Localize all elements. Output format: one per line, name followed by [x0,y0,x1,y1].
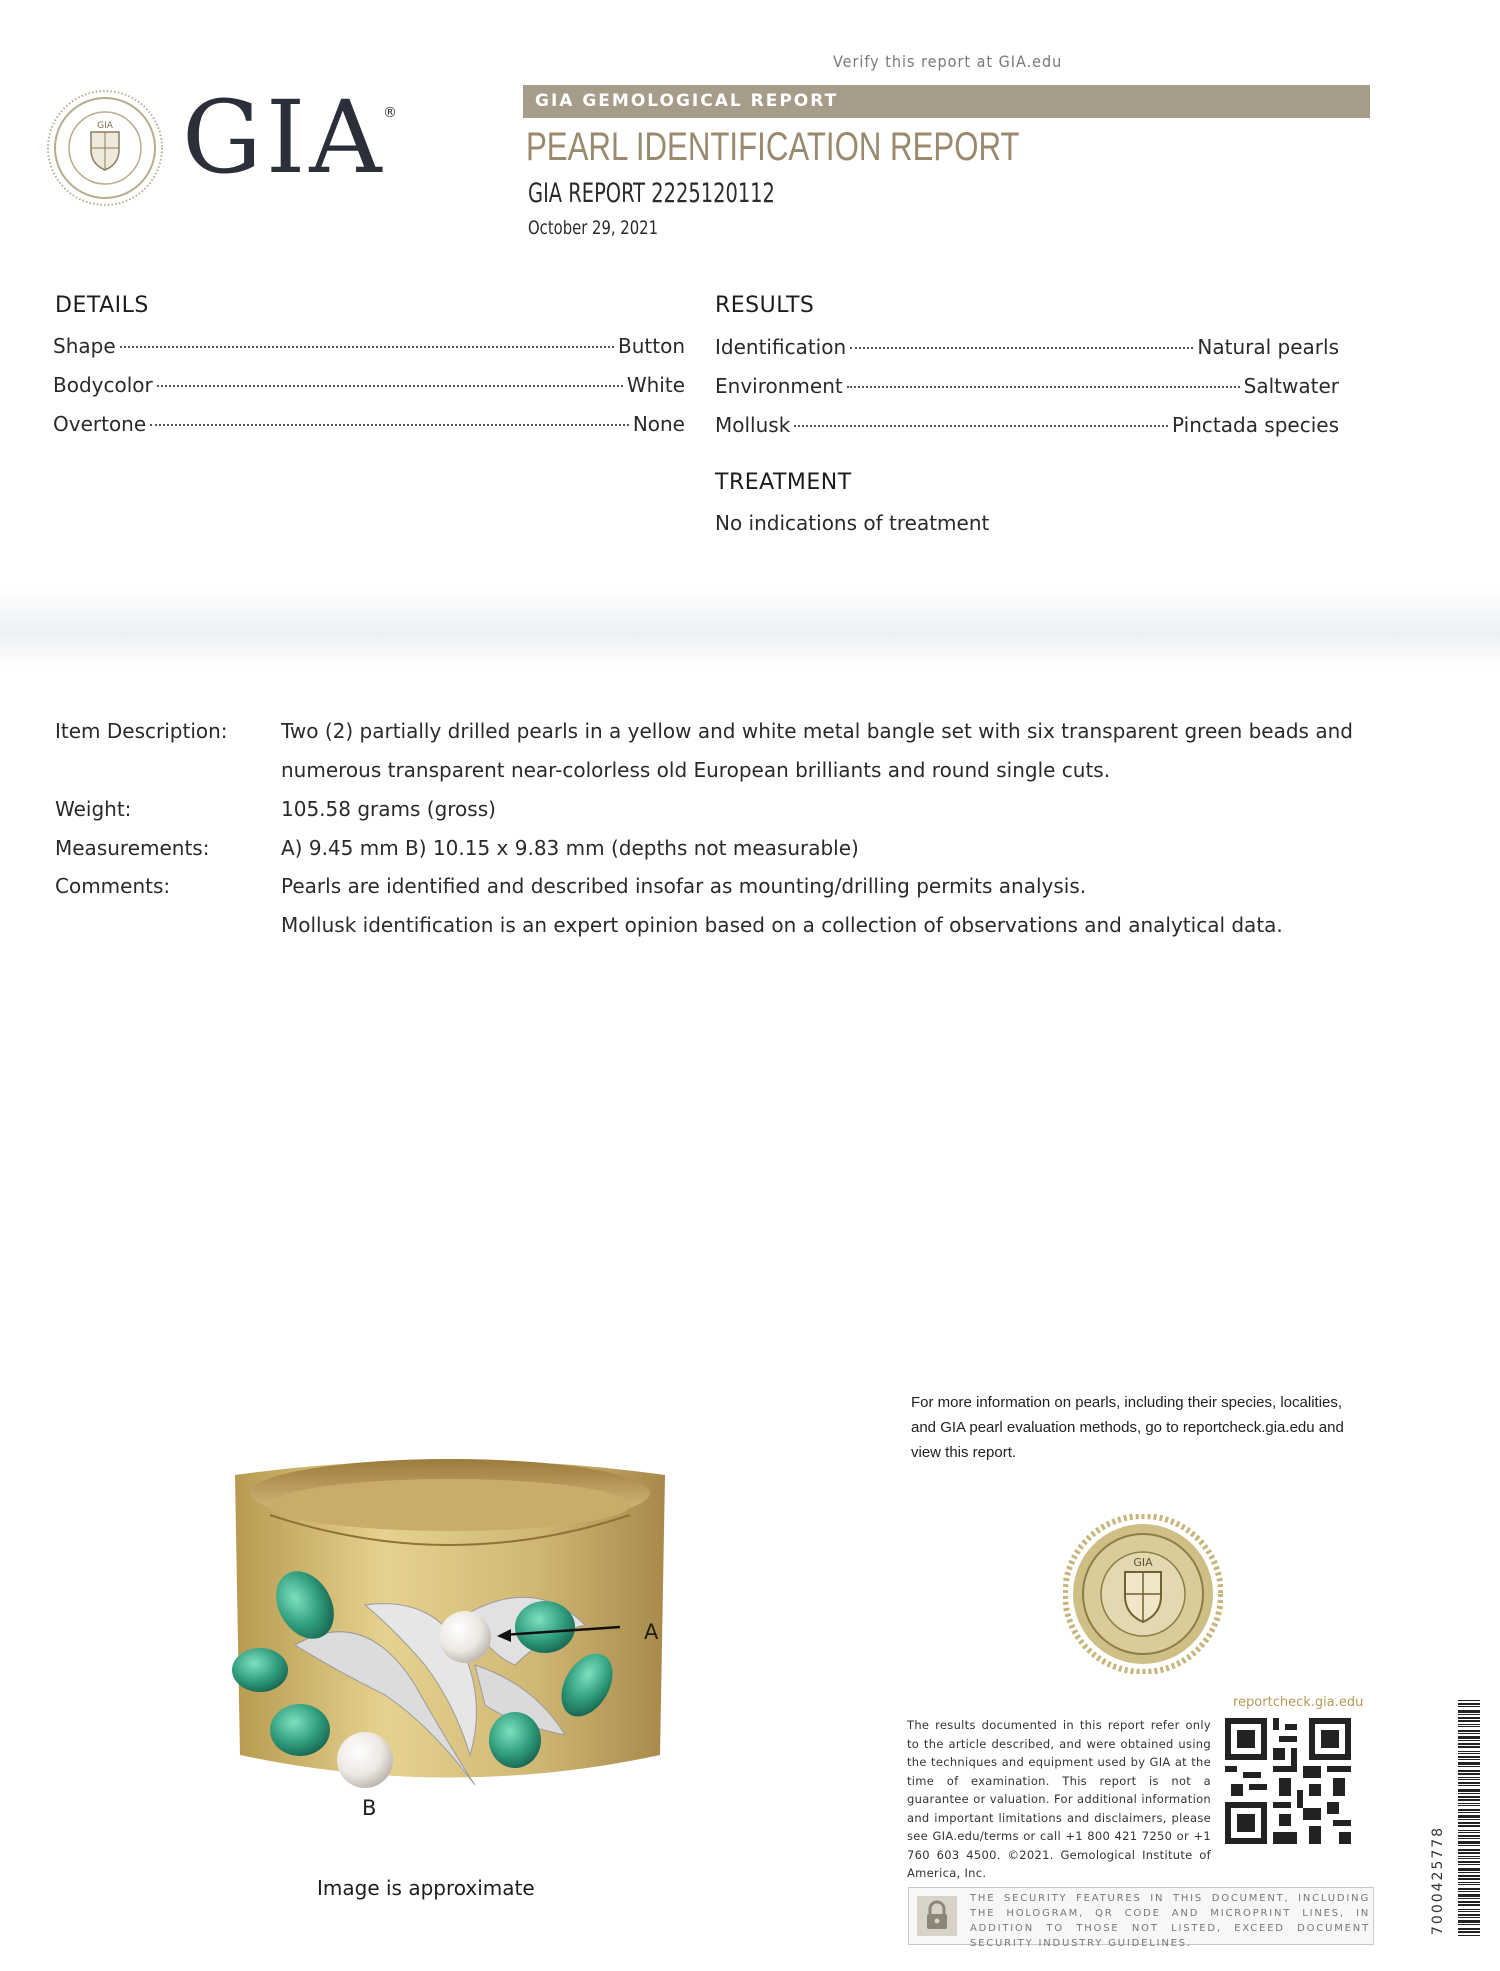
treatment-heading: TREATMENT [715,470,852,495]
bangle-image [215,1455,685,1815]
svg-text:GIA: GIA [1133,1556,1153,1569]
measurements-value: A) 9.45 mm B) 10.15 x 9.83 mm (depths not measurable) [281,836,859,860]
weight-label: Weight: [55,797,132,821]
results-heading: RESULTS [715,293,815,318]
results-label: Environment [715,374,843,398]
leader-dots [120,346,614,348]
weight-value: 105.58 grams (gross) [281,797,496,821]
gia-logo-text: GIA [182,79,386,196]
details-label: Shape [53,334,116,358]
report-number: GIA REPORT 2225120112 [528,178,775,209]
marker-a: A [644,1620,659,1644]
leader-dots [150,424,629,426]
comments-line2: Mollusk identification is an expert opinion based on a collection of observations and analytical data. [281,913,1283,937]
details-label: Overtone [53,412,147,436]
verify-text: Verify this report at GIA.edu [833,52,1063,71]
details-row-shape [53,334,685,358]
report-title: PEARL IDENTIFICATION REPORT [526,125,1020,169]
results-row-identification [715,335,1339,359]
results-value: Saltwater [1243,374,1339,398]
comments-label: Comments: [55,874,171,898]
details-value: None [632,412,685,436]
results-label: Mollusk [715,413,791,437]
marker-b: B [362,1796,377,1820]
svg-text:GIA: GIA [97,121,113,131]
results-label: Identification [715,335,847,359]
results-row-mollusk [715,413,1339,437]
measurements-label: Measurements: [55,836,210,860]
item-description-line2: numerous transparent near-colorless old European brilliants and round single cuts. [281,758,1111,782]
qr-code[interactable] [1225,1718,1351,1844]
security-text: THE SECURITY FEATURES IN THIS DOCUMENT, INCLUDING THE HOLOGRAM, QR CODE AND MICROPRINT LINES, IN ADDITION TO THOSE NOT LISTED, EXCEED DOCUMENT SECURITY INDUSTRY GUIDELINES. [970,1893,1370,1949]
details-heading: DETAILS [55,293,149,318]
paper-fold [0,590,1500,670]
leader-dots [157,385,623,387]
leader-dots [847,386,1240,388]
gia-seal-logo [45,88,165,208]
reportcheck-label: reportcheck.gia.edu [1233,1695,1364,1710]
details-row-overtone [53,412,685,436]
serial-number: 7000425778 [1430,1825,1446,1935]
barcode [1458,1700,1480,1940]
image-caption: Image is approximate [317,1876,535,1900]
results-value: Pinctada species [1172,413,1339,437]
leader-dots [850,347,1193,349]
details-row-bodycolor [53,373,685,397]
details-label: Bodycolor [53,373,153,397]
item-description-line1: Two (2) partially drilled pearls in a yellow and white metal bangle set with six transparent green beads and [281,719,1353,743]
disclaimer-text: The results documented in this report refer only to the article described, and were obtained using the techniques and equipment used by GIA at the time of examination. This report is not a guarantee or valuation. For additional information and important limitations and disclaimers, please see GIA.edu/terms or call +1 800 421 7250 or +1 760 603 4500. ©2021. Gemological Institute of America, Inc. [907,1718,1211,1880]
details-value: Button [618,334,685,358]
comments-line1: Pearls are identified and described insofar as mounting/drilling permits analysis. [281,874,1087,898]
results-row-environment [715,374,1339,398]
results-value: Natural pearls [1197,335,1339,359]
more-info-text: For more information on pearls, including their species, localities, and GIA pearl evaluation methods, go to reportcheck.gia.edu and view this report. [911,1394,1344,1461]
lock-icon [917,1896,957,1936]
report-type-label: GIA GEMOLOGICAL REPORT [535,91,839,111]
registered-mark: ® [383,105,397,121]
item-description-label: Item Description: [55,719,228,743]
leader-dots [794,425,1168,427]
treatment-text: No indications of treatment [715,511,990,535]
details-value: White [626,373,685,397]
report-date: October 29, 2021 [528,217,659,239]
gold-seal-hologram [1063,1514,1223,1674]
